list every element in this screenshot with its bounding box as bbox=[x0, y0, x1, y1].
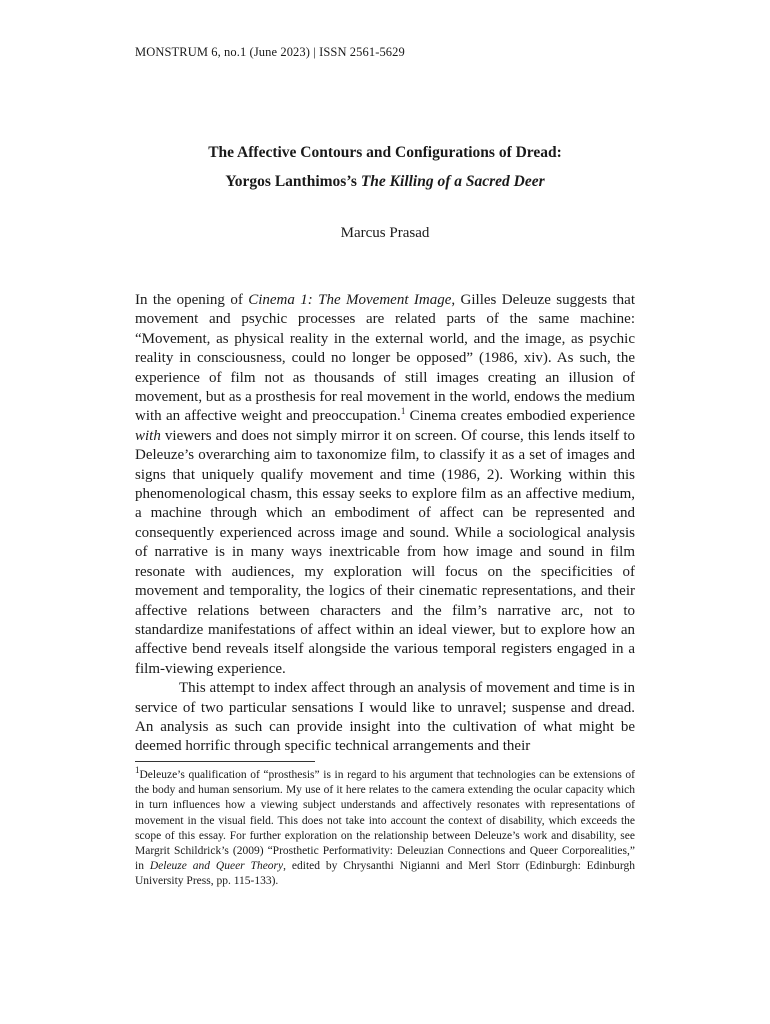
title-line-2-prefix: Yorgos Lanthimos’s bbox=[225, 173, 361, 190]
p1-text-a: In the opening of bbox=[135, 292, 249, 308]
footnote-divider bbox=[135, 761, 315, 762]
running-head: MONSTRUM 6, no.1 (June 2023) | ISSN 2561-5629 bbox=[135, 45, 405, 59]
p1-text-c: Cinema creates embodied experience bbox=[405, 408, 635, 425]
body-text bbox=[135, 291, 635, 757]
paragraph-1 bbox=[135, 291, 635, 679]
footnote-marker[interactable]: 1 bbox=[400, 406, 406, 417]
footnote-book-title: Deleuze and Queer Theory bbox=[149, 860, 284, 873]
p1-text-d: viewers and does not simply mirror it on screen. Of course, this lends itself to Deleuze’s overarching aim to taxonomize film, to classify it as a set of images and signs that uniquely qualify movement and time (1986, 2). Working within this phenomenological chasm, this essay seeks to explore film as an affective medium, a machine through which an embodiment of affect can be represented and consequently experienced across image and sound. While a sociological analysis of narrative is in many ways inextricable from how image and sound in film resonate with audiences, my exploration will focus on the specificities of movement and temporality, the logics of their cinematic representations, and their affective relations between characters and the film’s narrative arc, not to standardize manifestations of affect within an ideal viewer, but to explore how an affective bend reveals itself alongside the various temporal registers engaged in a film-viewing experience. bbox=[135, 427, 635, 677]
title-line-1: The Affective Contours and Configurations of Dread: bbox=[208, 144, 562, 161]
footnote-number: 1 bbox=[135, 765, 140, 776]
film-title: The Killing of a Sacred Deer bbox=[360, 173, 545, 190]
paragraph-2: This attempt to index affect through an analysis of movement and time is in service of two particular sensations I would like to unravel; suspense and dread. An analysis as such can provide insight into the cultivation of what might be deemed horrific through specific technical arrangements and their bbox=[135, 680, 635, 755]
title-line-2 bbox=[0, 167, 770, 196]
footnote-text-b: , edited by Chrysanthi Nigianni and Merl Storr (Edinburgh: Edinburgh University Press, pp. 115-133). bbox=[135, 860, 635, 888]
cinema-book-title: Cinema 1: The Movement Image bbox=[248, 292, 452, 308]
emphasis-with: with bbox=[135, 427, 161, 444]
article-title bbox=[0, 138, 770, 196]
footnote-text-a: Deleuze’s qualification of “prosthesis” is in regard to his argument that technologies can be extensions of the body and human sensorium. My use of it here relates to the camera extending the ocular capacity which in turn influences how a viewing subject understands and affectively resonates with representations of movement in the visual field. This does not take into account the context of disability, which exceeds the scope of this essay. For further exploration on the relationship between Deleuze’s work and disability, see Margrit Schildrick’s (2009) “Prosthetic Performativity: Deleuzian Connections and Queer Corporealities,” in bbox=[135, 769, 635, 873]
footnote-1 bbox=[135, 765, 635, 890]
footnote bbox=[135, 765, 635, 890]
p1-text-b: , Gilles Deleuze suggests that movement and psychic processes are related parts of the same machine: “Movement, as physical reality in the external world, and the image, as psychic reality in consciousness, could no longer be opposed” (1986, xiv). As such, the experience of film not as thousands of still images creating an illusion of movement, but as a prosthesis for real movement in the world, endows the medium with an affective weight and preoccupation. bbox=[135, 292, 635, 425]
author-name: Marcus Prasad bbox=[340, 225, 430, 241]
